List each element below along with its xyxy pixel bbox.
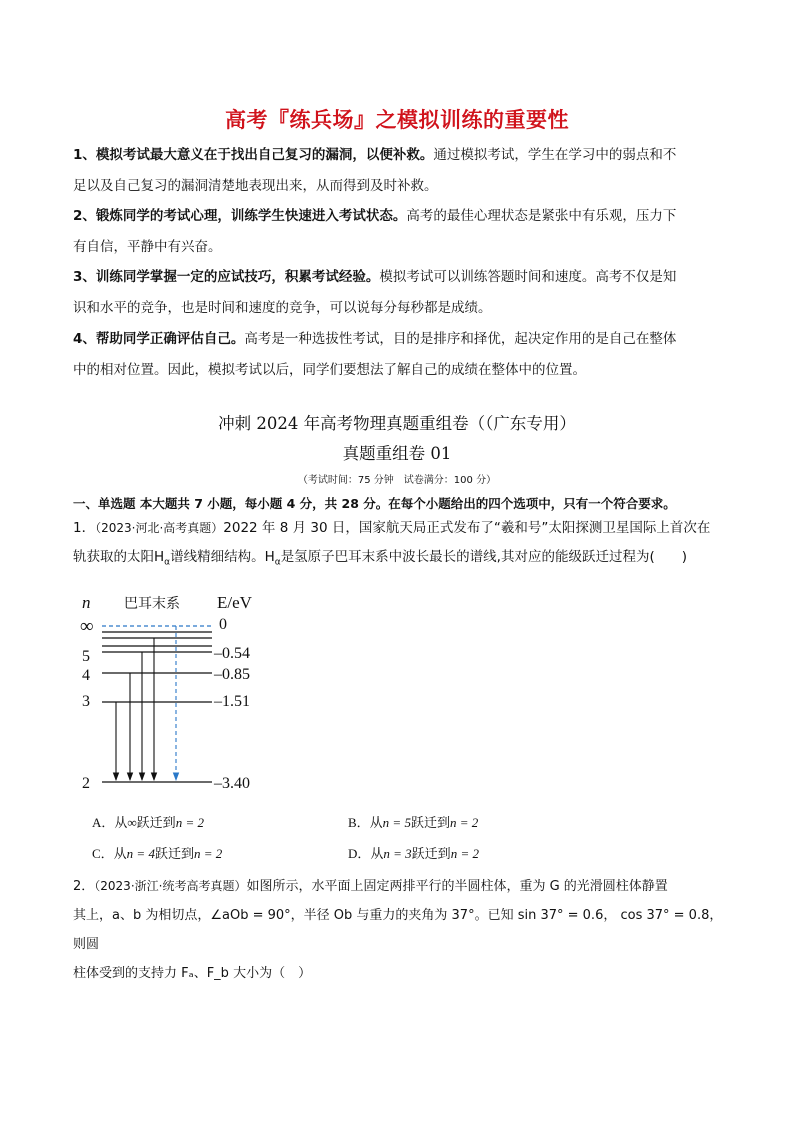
point-2 xyxy=(73,201,725,263)
diagram-n-label: n xyxy=(82,593,91,612)
exam-subtitle: 真题重组卷 01 xyxy=(342,444,452,463)
question-2 xyxy=(73,872,728,988)
exam-title: 冲刺 2024 年高考物理真题重组卷（（广东专用） xyxy=(218,414,576,433)
q1-number: 1． xyxy=(73,520,96,536)
section-heading: 一、单选题 本大题共 7 小题，每小题 4 分，共 28 分。在每个小题给出的四个选项中，只有一个符合要求。 xyxy=(73,496,676,511)
level-4-n: 4 xyxy=(82,667,90,684)
q1-line2c: 是氢原子巴耳末系中波长最长的谱线,其对应的能级跃迁过程为( ) xyxy=(280,549,688,565)
level-3-e: –1.51 xyxy=(214,693,250,710)
level-2-e: –3.40 xyxy=(214,775,250,792)
point-1-text-2: 足以及自己复习的漏洞清楚地表现出来，从而得到及时补救。 xyxy=(73,178,438,194)
level-inf-e: 0 xyxy=(219,616,227,633)
q1-line2b: 谱线精细结构。 xyxy=(170,549,265,565)
point-1-text: 通过模拟考试，学生在学习中的弱点和不 xyxy=(433,147,677,163)
point-4-text-2: 中的相对位置。因此，模拟考试以后，同学们要想法了解自己的成绩在整体中的位置。 xyxy=(73,362,586,378)
option-b[interactable]: B．从n = 5跃迁到n = 2 xyxy=(348,815,479,830)
level-3-n: 3 xyxy=(82,693,90,710)
point-3-text: 模拟考试可以训练答题时间和速度。高考不仅是知 xyxy=(379,269,677,285)
q1-source: （2023·河北·高考真题） xyxy=(95,521,224,535)
q2-line3: 柱体受到的支持力 Fₐ、F_b 大小为（ ） xyxy=(73,966,312,981)
point-4 xyxy=(73,324,725,386)
point-4-heading: 4、帮助同学正确评估自己。 xyxy=(73,331,245,347)
point-2-text: 高考的最佳心理状态是紧张中有乐观，压力下 xyxy=(406,208,677,224)
option-c[interactable]: C．从n = 4跃迁到n = 2 xyxy=(92,846,223,861)
level-5-n: 5 xyxy=(82,648,90,665)
q2-line2: 其上，a、b 为相切点，∠aOb = 90°，半径 Ob 与重力的夹角为 37°。已知 sin 37° = 0.6， cos 37° = 0.8，则圆 xyxy=(73,908,723,952)
q1-line1: 2022 年 8 月 30 日，国家航天局正式发布了“羲和号”太阳探测卫星国际上首次在 xyxy=(223,520,711,536)
point-4-text: 高考是一种选拔性考试，目的是排序和择优，起决定作用的是自己在整体 xyxy=(244,331,677,347)
point-3-text-2: 识和水平的竞争，也是时间和速度的竞争，可以说每分每秒都是成绩。 xyxy=(73,300,492,316)
diagram-series-label: 巴耳末系 xyxy=(124,596,180,612)
option-a[interactable]: A．从∞跃迁到n = 2 xyxy=(92,815,204,830)
h-alpha-symbol: $H_\alpha$ xyxy=(154,549,171,568)
q2-number: 2． xyxy=(73,879,95,894)
level-5-e: –0.54 xyxy=(214,645,250,662)
q2-line1: 如图所示，水平面上固定两排平行的半圆柱体，重为 G 的光滑圆柱体静置 xyxy=(246,879,668,894)
diagram-e-label: E/eV xyxy=(217,593,252,612)
exam-info: （考试时间：75 分钟 试卷满分：100 分） xyxy=(297,475,497,486)
level-4-e: –0.85 xyxy=(214,666,250,683)
question-1 xyxy=(73,514,728,578)
point-3-heading: 3、训练同学掌握一定的应试技巧，积累考试经验。 xyxy=(73,269,380,285)
point-3 xyxy=(73,262,725,324)
point-2-heading: 2、锻炼同学的考试心理，训练学生快速进入考试状态。 xyxy=(73,208,407,224)
h-alpha-symbol-2: $H_\alpha$ xyxy=(264,549,281,568)
level-2-n: 2 xyxy=(82,775,90,792)
point-2-text-2: 有自信，平静中有兴奋。 xyxy=(73,239,222,255)
level-inf-n: ∞ xyxy=(80,616,94,637)
point-1-heading: 1、模拟考试最大意义在于找出自己复习的漏洞，以便补救。 xyxy=(73,147,434,163)
energy-level-diagram xyxy=(72,590,282,800)
point-1 xyxy=(73,140,725,202)
option-d[interactable]: D．从n = 3跃迁到n = 2 xyxy=(348,846,479,861)
q2-source: （2023·浙江·统考高考真题） xyxy=(94,879,247,893)
page-title: 高考『练兵场』之模拟训练的重要性 xyxy=(225,108,569,132)
q1-line2a: 轨获取的太阳 xyxy=(73,549,154,565)
